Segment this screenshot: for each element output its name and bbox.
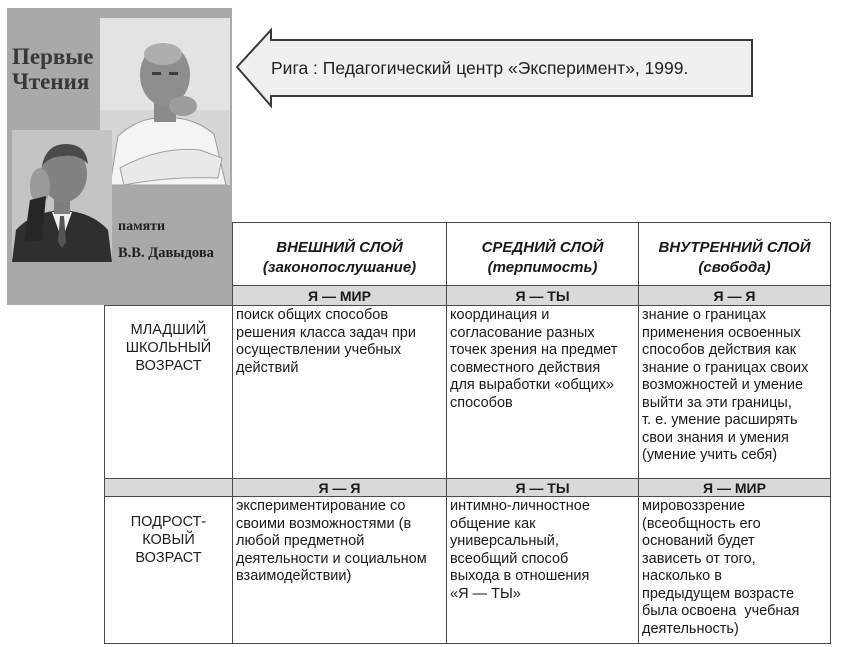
table-cell-middle-layer: интимно-личностное общение как универсальный, всеобщий способ выхода в отношения «Я — ТЫ»: [446, 496, 639, 644]
column-header-title: ВНЕШНИЙ СЛОЙ: [276, 239, 403, 256]
column-header-title: СРЕДНИЙ СЛОЙ: [481, 239, 604, 256]
relation-row-spacer: [104, 478, 233, 497]
table-cell-middle-layer: координация и согласование разных точек зрения на предмет совместного действия для выработки «общих» способов: [446, 305, 639, 479]
author-photo-bottom: [12, 130, 112, 262]
table-cell-outer-layer: поиск общих способов решения класса задач при осуществлении учебных действий: [232, 305, 447, 479]
photo-hand: [169, 96, 197, 116]
relation-label: Я — Я: [232, 478, 447, 497]
column-header-subtitle: (законопослушание): [262, 259, 417, 276]
cover-dedication-name: В.В. Давыдова: [118, 245, 214, 261]
relation-label: Я — ТЫ: [446, 478, 639, 497]
age-group-label: ПОДРОСТ- КОВЫЙ ВОЗРАСТ: [104, 496, 233, 644]
photo-eye-right: [169, 72, 178, 75]
table-cell-inner-layer: знание о границах применения освоенных способов действия как знание о границах своих возможностей и умение выйти за эти границы, т. е. умение расширять свои знания и умения (умение учить себя): [638, 305, 831, 479]
author-photo-top: [100, 18, 230, 185]
photo-head-highlight: [144, 43, 182, 65]
column-header-middle-layer: [446, 222, 639, 286]
cover-title-line-2: Чтения: [12, 69, 90, 94]
relation-label: Я — ТЫ: [446, 285, 639, 306]
column-header-outer-layer: [232, 222, 447, 286]
publication-info-text: Рига : Педагогический центр «Эксперимент», 1999.: [271, 58, 689, 78]
column-header-inner-layer: [638, 222, 831, 286]
book-cover: [7, 8, 232, 305]
photo-eye-left: [152, 72, 161, 75]
relation-label: Я — МИР: [638, 478, 831, 497]
cover-title: [12, 44, 93, 94]
cover-title-line-1: Первые: [12, 44, 94, 69]
column-header-title: ВНУТРЕННИЙ СЛОЙ: [658, 239, 811, 256]
relation-label: Я — МИР: [232, 285, 447, 306]
column-header-subtitle: (свобода): [698, 259, 771, 276]
table-cell-outer-layer: экспериментирование со своими возможностями (в любой предметной деятельности и социальном взаимодействии): [232, 496, 447, 644]
age-group-label: МЛАДШИЙ ШКОЛЬНЫЙ ВОЗРАСТ: [104, 305, 233, 479]
column-header-subtitle: (терпимость): [487, 259, 598, 276]
cover-dedication-label: памяти: [118, 219, 166, 234]
relation-label: Я — Я: [638, 285, 831, 306]
table-cell-inner-layer: мировоззрение (всеобщность его оснований будет зависеть от того, насколько в предыдущем возрасте была освоена учебная деятельность): [638, 496, 831, 644]
